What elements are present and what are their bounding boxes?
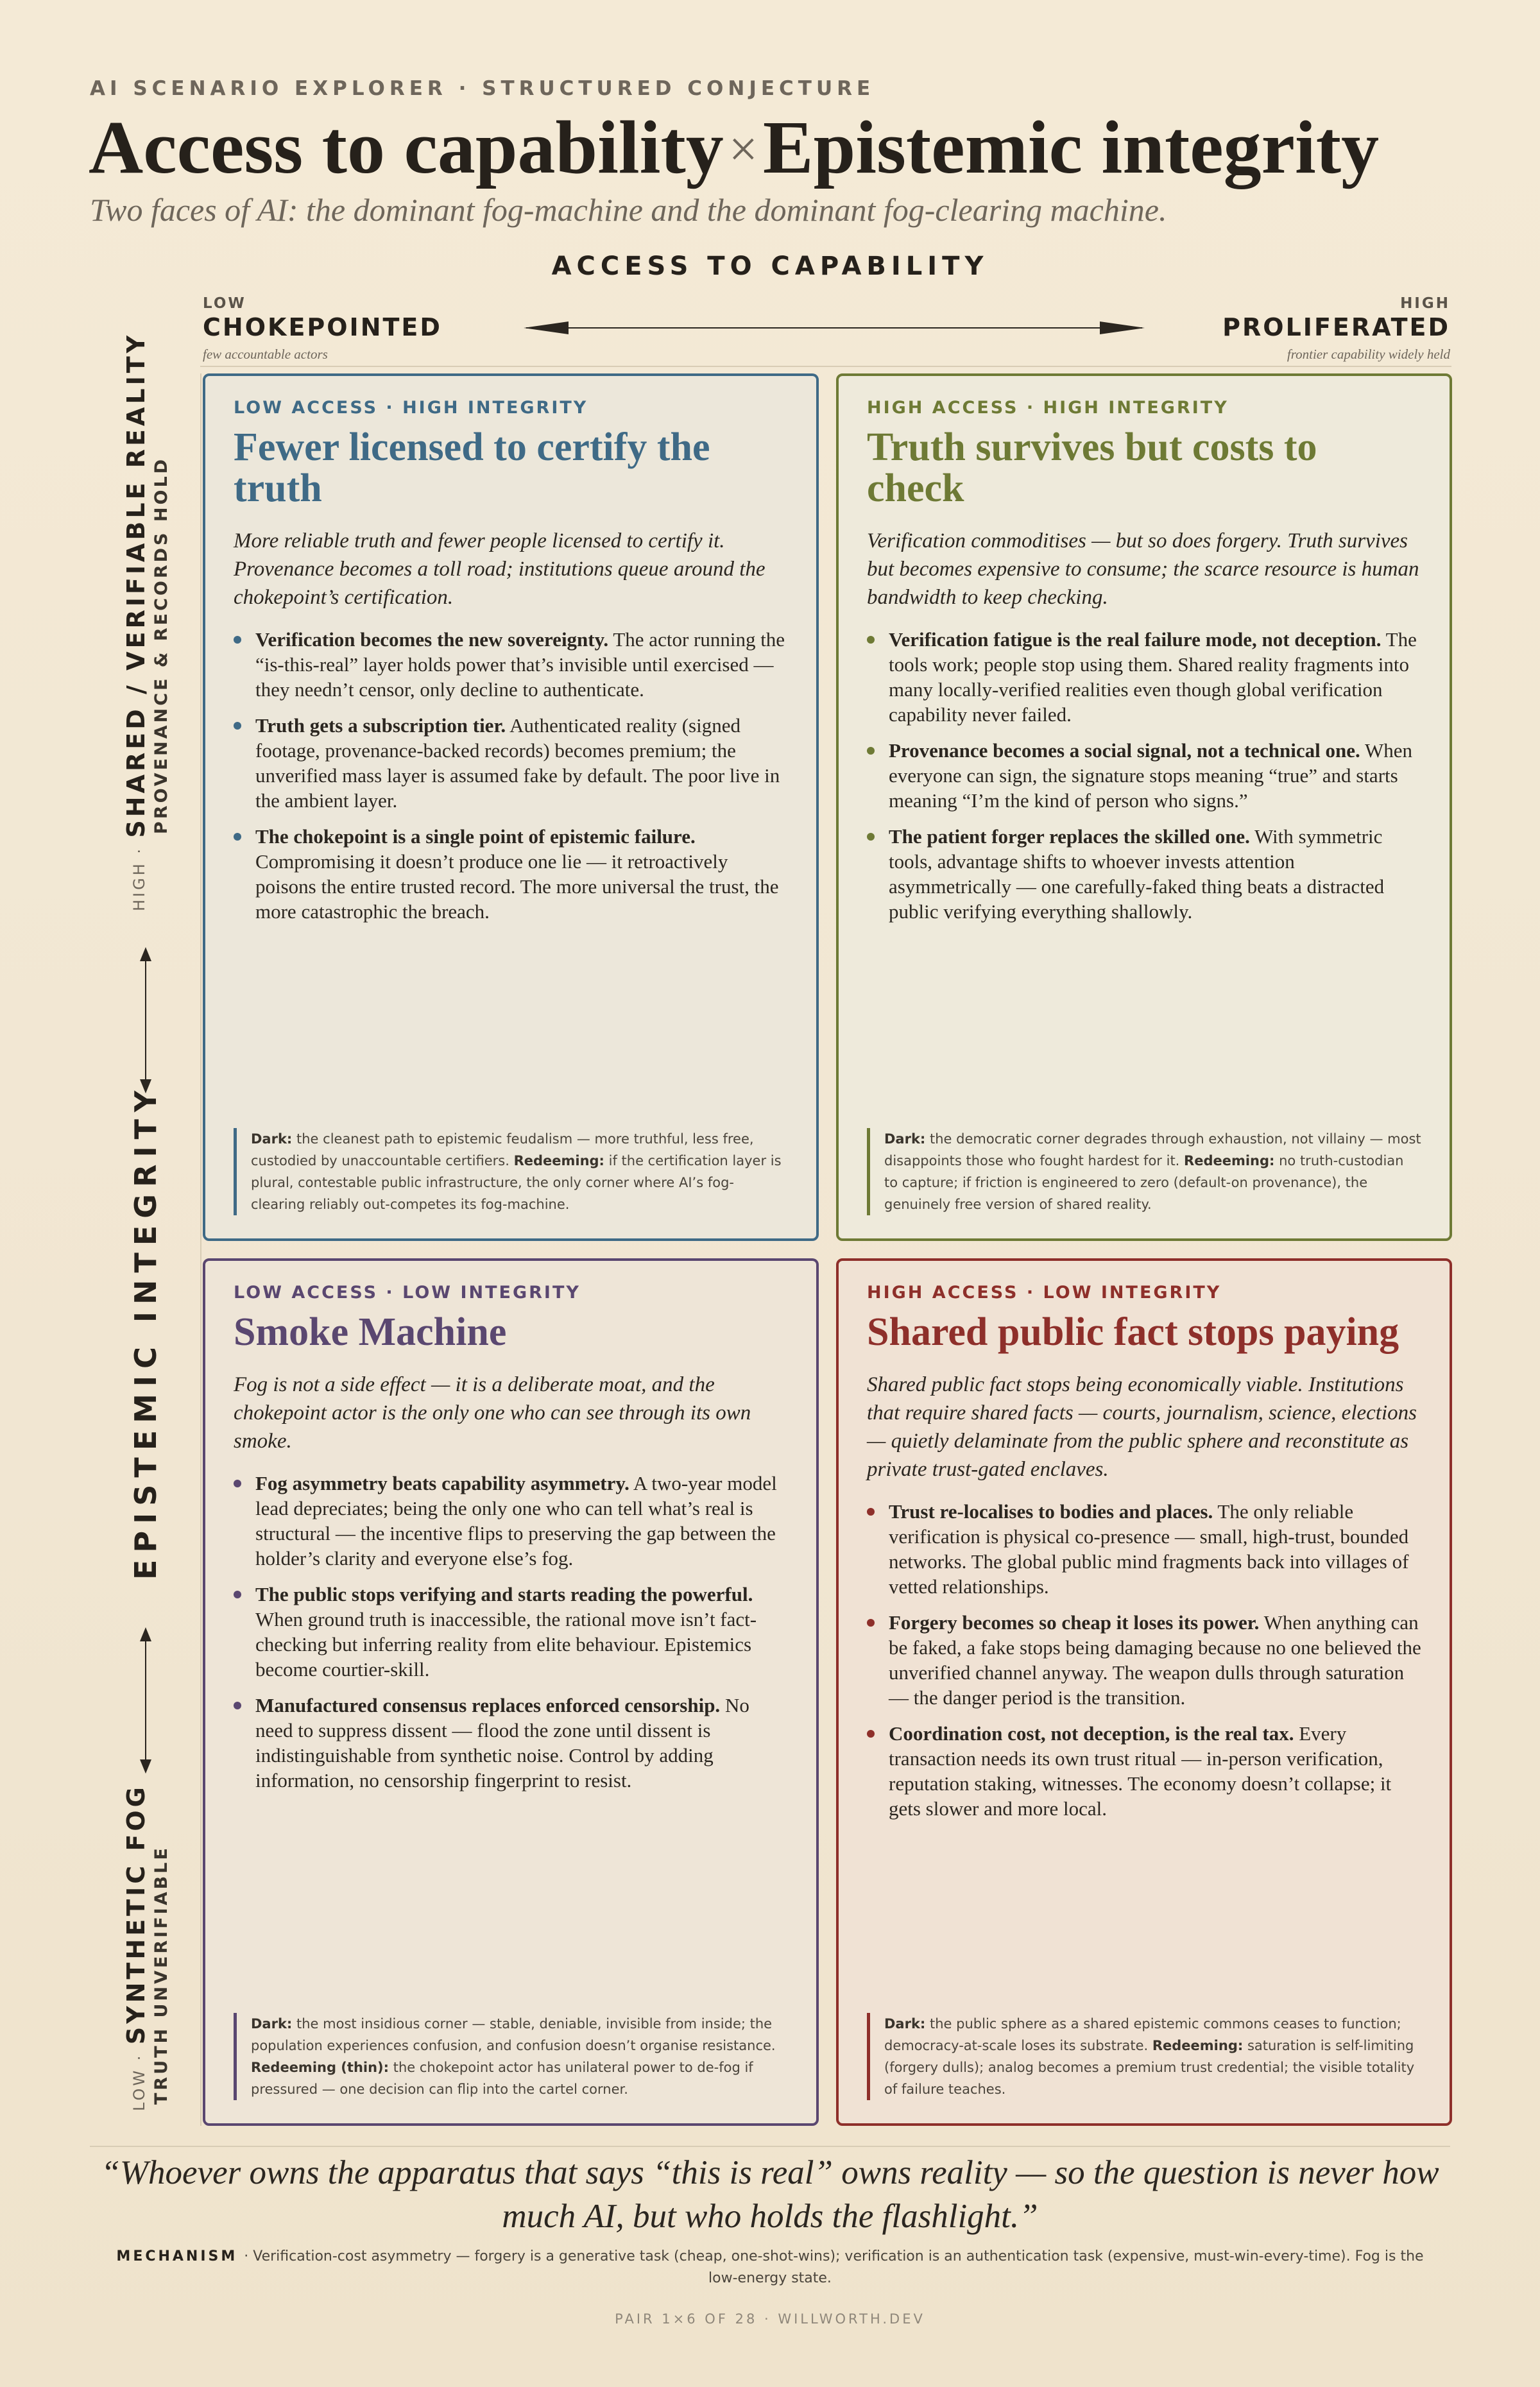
bullet-dot-icon xyxy=(867,833,875,841)
quadrant-label: HIGH ACCESS · LOW INTEGRITY xyxy=(867,1283,1222,1303)
pull-quote: “Whoever owns the apparatus that says “this is real” owns reality — so the question is never how much AI, but who holds the flashlight.” xyxy=(101,2154,1439,2235)
quadrant-footnote: Dark: the cleanest path to epistemic feudalism — more truthful, less free, custodied by unaccountable certifiers. Redeeming: if the certification layer is plural, contestable public infrastructure, the only corner where AI’s fog-clearing reliably out-competes its fog-machine. xyxy=(234,1128,788,1215)
bullet-dot-icon xyxy=(867,747,875,755)
bullet-dot-icon xyxy=(234,722,241,730)
quadrant-title: Fewer licensed to certify the truth xyxy=(234,425,710,510)
list-item: Coordination cost, not deception, is the real tax. Every transaction needs its own trust ritual — in-person verification, reputation staking, witnesses. The economy doesn’t collapse; it gets slower and more local. xyxy=(867,1721,1421,1821)
kicker: AI SCENARIO EXPLORER · STRUCTURED CONJECTURE xyxy=(90,77,875,100)
list-item: Verification fatigue is the real failure mode, not deception. The tools work; people stop using them. Shared reality fragments into many locally-verified realities even though global verification capability never failed. xyxy=(867,627,1421,727)
quadrant-bullets xyxy=(867,627,1421,924)
list-item: Truth gets a subscription tier. Authenticated reality (signed footage, provenance-backed records) becomes premium; the unverified mass layer is assumed fake by default. The poor live in the ambient layer. xyxy=(234,713,788,813)
mechanism-note xyxy=(109,2246,1431,2289)
list-item: Forgery becomes so cheap it loses its power. When anything can be faked, a fake stops being damaging because no one believed the unverified channel anyway. The weapon dulls through saturation — the danger period is the transition. xyxy=(867,1610,1421,1710)
quadrant-label: LOW ACCESS · HIGH INTEGRITY xyxy=(234,398,588,418)
y-axis-low-level: LOW · xyxy=(130,2053,148,2111)
quadrant-lead: Fog is not a side effect — it is a deliberate moat, and the chokepoint actor is the only one who can see through its own smoke. xyxy=(234,1373,751,1453)
quadrant-title: Truth survives but costs to check xyxy=(867,425,1317,510)
x-axis-rule xyxy=(200,366,1451,367)
bullet-dot-icon xyxy=(234,833,241,841)
x-axis-low-tag: LOW xyxy=(203,295,246,312)
title-right: Epistemic integrity xyxy=(762,105,1380,189)
divider xyxy=(90,2146,1450,2147)
x-axis-title: ACCESS TO CAPABILITY xyxy=(551,252,989,281)
quadrant-title: Shared public fact stops paying xyxy=(867,1310,1399,1354)
list-item: Provenance becomes a social signal, not a technical one. When everyone can sign, the signature stops meaning “true” and starts meaning “I’m the kind of person who signs.” xyxy=(867,738,1421,813)
quadrant-low-access-high-integrity xyxy=(203,373,819,1241)
quadrant-label: LOW ACCESS · LOW INTEGRITY xyxy=(234,1283,581,1303)
y-axis-title: EPISTEMIC INTEGRITY xyxy=(128,1083,163,1580)
bullet-dot-icon xyxy=(867,636,875,644)
quadrant-lead: Verification commoditises — but so does forgery. Truth survives but becomes expensive to consume; the scarce resource is human bandwidth to keep checking. xyxy=(867,529,1419,609)
y-axis-high-sub: PROVENANCE & RECORDS HOLD xyxy=(151,456,171,834)
subtitle: Two faces of AI: the dominant fog-machine and the dominant fog-clearing machine. xyxy=(90,192,1167,228)
bullet-dot-icon xyxy=(867,1619,875,1627)
list-item: Manufactured consensus replaces enforced censorship. No need to suppress dissent — flood the zone until dissent is indistinguishable from synthetic noise. Control by adding information, no censorship fingerprint to resist. xyxy=(234,1693,788,1793)
page-title xyxy=(89,106,1475,198)
bullet-dot-icon xyxy=(234,1591,241,1598)
bullet-dot-icon xyxy=(234,1480,241,1487)
quadrant-bullets xyxy=(234,627,788,924)
quadrant-high-access-low-integrity xyxy=(836,1258,1452,2126)
y-axis-low-name: SYNTHETIC FOG xyxy=(122,1784,150,2045)
y-axis-lower-arrow xyxy=(145,1630,146,1771)
list-item: The patient forger replaces the skilled one. With symmetric tools, advantage shifts to whoever invests attention asymmetrically — one carefully-faked thing beats a distracted public verifying everything shallowly. xyxy=(867,824,1421,924)
quadrant-label: HIGH ACCESS · HIGH INTEGRITY xyxy=(867,398,1229,418)
bullet-dot-icon xyxy=(867,1730,875,1738)
x-axis-high-name: PROLIFERATED xyxy=(1222,313,1450,341)
x-axis-arrow xyxy=(526,327,1142,329)
title-times-sign: × xyxy=(728,121,758,178)
quadrant-lead: More reliable truth and fewer people licensed to certify it. Provenance becomes a toll road; institutions queue around the chokepoint’s certification. xyxy=(234,529,766,609)
list-item: Trust re-localises to bodies and places. The only reliable verification is physical co-presence — small, high-trust, bounded networks. The global public mind fragments back into villages of vetted relationships. xyxy=(867,1499,1421,1599)
quadrant-lead: Shared public fact stops being economically viable. Institutions that require shared facts — courts, journalism, science, elections — quietly delaminate from the public sphere and reconstitute as private trust-gated enclaves. xyxy=(867,1373,1417,1481)
y-axis-upper-arrow xyxy=(145,950,146,1091)
bullet-dot-icon xyxy=(234,1702,241,1709)
quadrant-bullets xyxy=(234,1471,788,1793)
list-item: Verification becomes the new sovereignty. The actor running the “is-this-real” layer holds power that’s invisible until exercised — they needn’t censor, only decline to authenticate. xyxy=(234,627,788,702)
y-axis-low-sub: TRUTH UNVERIFIABLE xyxy=(151,1845,171,2105)
list-item: Fog asymmetry beats capability asymmetry. A two-year model lead depreciates; being the only one who can tell what’s real is structural — the incentive flips to preserving the gap between the holder’s clarity and everyone else’s fog. xyxy=(234,1471,788,1571)
quadrant-footnote: Dark: the democratic corner degrades through exhaustion, not villainy — most disappoints those who fought hardest for it. Redeeming: no truth-custodian to capture; if friction is engineered to zero (default-on provenance), the genuinely free version of shared reality. xyxy=(867,1128,1421,1215)
mechanism-label: MECHANISM xyxy=(116,2248,238,2264)
quadrant-bullets xyxy=(867,1499,1421,1821)
quadrant-footnote: Dark: the public sphere as a shared epistemic commons ceases to function; democracy-at-scale loses its substrate. Redeeming: saturation is self-limiting (forgery dulls); analog becomes a premium trust credential; the visible totality of failure teaches. xyxy=(867,2013,1421,2100)
footer-credit: PAIR 1×6 OF 28 · WILLWORTH.DEV xyxy=(615,2311,925,2327)
bullet-dot-icon xyxy=(867,1508,875,1516)
quadrant-low-access-low-integrity xyxy=(203,1258,819,2126)
quadrant-footnote: Dark: the most insidious corner — stable, deniable, invisible from inside; the population experiences confusion, and confusion doesn’t organise resistance. Redeeming (thin): the chokepoint actor has unilateral power to de-fog if pressured — one decision can flip into the cartel corner. xyxy=(234,2013,788,2100)
quadrant-high-access-high-integrity xyxy=(836,373,1452,1241)
y-axis-high-name: SHARED / VERIFIABLE REALITY xyxy=(122,332,150,838)
mechanism-text: · Verification-cost asymmetry — forgery is a generative task (cheap, one-shot-wins); verification is an authentication task (expensive, must-win-every-time). Fog is the low-energy state. xyxy=(244,2248,1424,2286)
y-axis-low-label xyxy=(122,1784,150,2111)
x-axis-high-note: frontier capability widely held xyxy=(1287,346,1450,362)
list-item: The chokepoint is a single point of epistemic failure. Compromising it doesn’t produce one lie — it retroactively poisons the entire trusted record. The more universal the trust, the more catastrophic the breach. xyxy=(234,824,788,924)
y-axis-rule xyxy=(200,373,201,2126)
x-axis-high-tag: HIGH xyxy=(1400,295,1450,312)
y-axis-high-level: HIGH · xyxy=(130,846,148,911)
title-left: Access to capability xyxy=(89,105,724,189)
quadrant-title: Smoke Machine xyxy=(234,1310,507,1354)
bullet-dot-icon xyxy=(234,636,241,644)
x-axis-low-name: CHOKEPOINTED xyxy=(203,313,442,341)
list-item: The public stops verifying and starts reading the powerful. When ground truth is inaccessible, the rational move isn’t fact-checking but inferring reality from elite behaviour. Epistemics become courtier-skill. xyxy=(234,1582,788,1682)
x-axis-low-note: few accountable actors xyxy=(203,346,328,362)
y-axis-high-label xyxy=(122,332,150,911)
